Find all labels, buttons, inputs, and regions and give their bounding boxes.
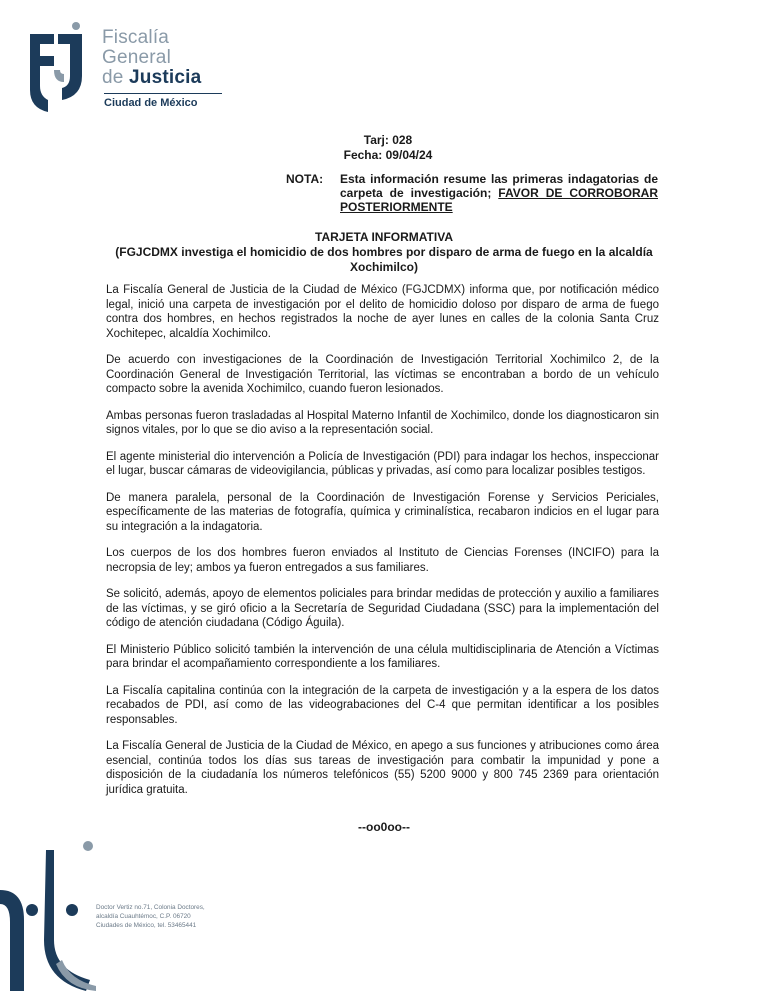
title-heading: TARJETA INFORMATIVA (315, 230, 453, 244)
nota-label: NOTA: (286, 172, 324, 186)
card-number: Tarj: 028 (363, 133, 413, 147)
paragraph-8: El Ministerio Público solicitó también la intervención de una célula multidisciplinaria de Atención a Víctimas para brindar el acompañamiento correspondiente a los familiares. (106, 643, 659, 670)
title-subheading: (FGJCDMX investiga el homicidio de dos hombres por disparo de arma de fuego en la alcaldía Xochimilco) (115, 245, 653, 274)
paragraph-10: La Fiscalía General de Justicia de la Ciudad de México, en apego a sus funciones y atribuciones como área esencial, continúa todos los días sus tareas de investigación para combatir la impunidad y pone a disposición de la ciudadanía los números telefónicos (55) 5200 9000 y 800 745 2369 para orientación jurídica gratuita. (106, 740, 659, 796)
closing-mark: --oo0oo-- (358, 820, 410, 834)
card-date: Fecha: 09/04/24 (343, 148, 433, 162)
nota-text: Esta información resume las primeras indagatorias de carpeta de investigación; (340, 172, 658, 200)
logo-line-de: de (102, 67, 124, 88)
paragraph-3: Ambas personas fueron trasladadas al Hospital Materno Infantil de Xochimilco, donde los diagnosticaron sin signos vitales, por lo que se dio aviso a la representación social. (106, 409, 659, 436)
paragraph-9: La Fiscalía capitalina continúa con la integración de la carpeta de investigación y a la espera de los datos recabados de PDI, así como de las videograbaciones del C-4 que permitan identificar a los posibles responsables. (106, 684, 659, 726)
nota-emphasis: FAVOR DE CORROBORAR POSTERIORMENTE (340, 186, 658, 214)
logo-line-general: General (102, 47, 171, 68)
document-title (100, 230, 668, 275)
logo-divider (104, 93, 222, 94)
logo-line-justicia: Justicia (129, 67, 202, 88)
footer-address (96, 903, 205, 930)
fgj-logo (24, 20, 214, 120)
document-body (106, 283, 659, 809)
paragraph-5: De manera paralela, personal de la Coordinación de Investigación Forense y Servicios Periciales, específicamente de las materias de fotografía, química y criminalística, recabaron indicios en el lugar para su integración a la indagatoria. (106, 491, 659, 533)
nota-block (286, 172, 658, 214)
paragraph-6: Los cuerpos de los dos hombres fueron enviados al Instituto de Ciencias Forenses (INCIFO) para la necropsia de ley; ambos ya fueron entregados a sus familiares. (106, 547, 659, 574)
address-line-2: alcaldía Cuauhtémoc, C.P. 06720 (96, 913, 191, 920)
address-line-3: Ciudades de México, tel. 53465441 (96, 922, 197, 929)
logo-line-fiscalia: Fiscalía (102, 27, 170, 48)
address-line-1: Doctor Vertiz no.71, Colonia Doctores, (96, 904, 205, 911)
card-meta (0, 133, 768, 163)
paragraph-4: El agente ministerial dio intervención a Policía de Investigación (PDI) para indagar los hechos, inspeccionar el lugar, buscar cámaras de videovigilancia, públicas y privadas, así como para localizar posibles testigos. (106, 450, 659, 477)
paragraph-7: Se solicitó, además, apoyo de elementos policiales para brindar medidas de protección y auxilio a familiares de las víctimas, y se giró oficio a la Secretaría de Seguridad Ciudadana (SSC) para la implementación del código de atención ciudadana (Código Águila). (106, 588, 659, 629)
paragraph-2: De acuerdo con investigaciones de la Coordinación de Investigación Territorial Xochimilco 2, de la Coordinación General de Investigación Territorial, las víctimas se encontraban a bordo de un vehículo compacto sobre la avenida Xochimilco, cuando fueron lesionados. (106, 354, 659, 395)
footer-brand-mark-icon (0, 840, 96, 991)
logo-city: Ciudad de México (104, 97, 198, 109)
paragraph-1: La Fiscalía General de Justicia de la Ciudad de México (FGJCDMX) informa que, por notificación médico legal, inició una carpeta de investigación por el delito de homicidio doloso por disparo de arma de fuego contra dos hombres, en hechos registrados la noche de ayer lunes en calles de la colonia Santa Cruz Xochitepec, alcaldía Xochimilco. (106, 284, 659, 340)
fgj-monogram-icon (24, 20, 96, 116)
